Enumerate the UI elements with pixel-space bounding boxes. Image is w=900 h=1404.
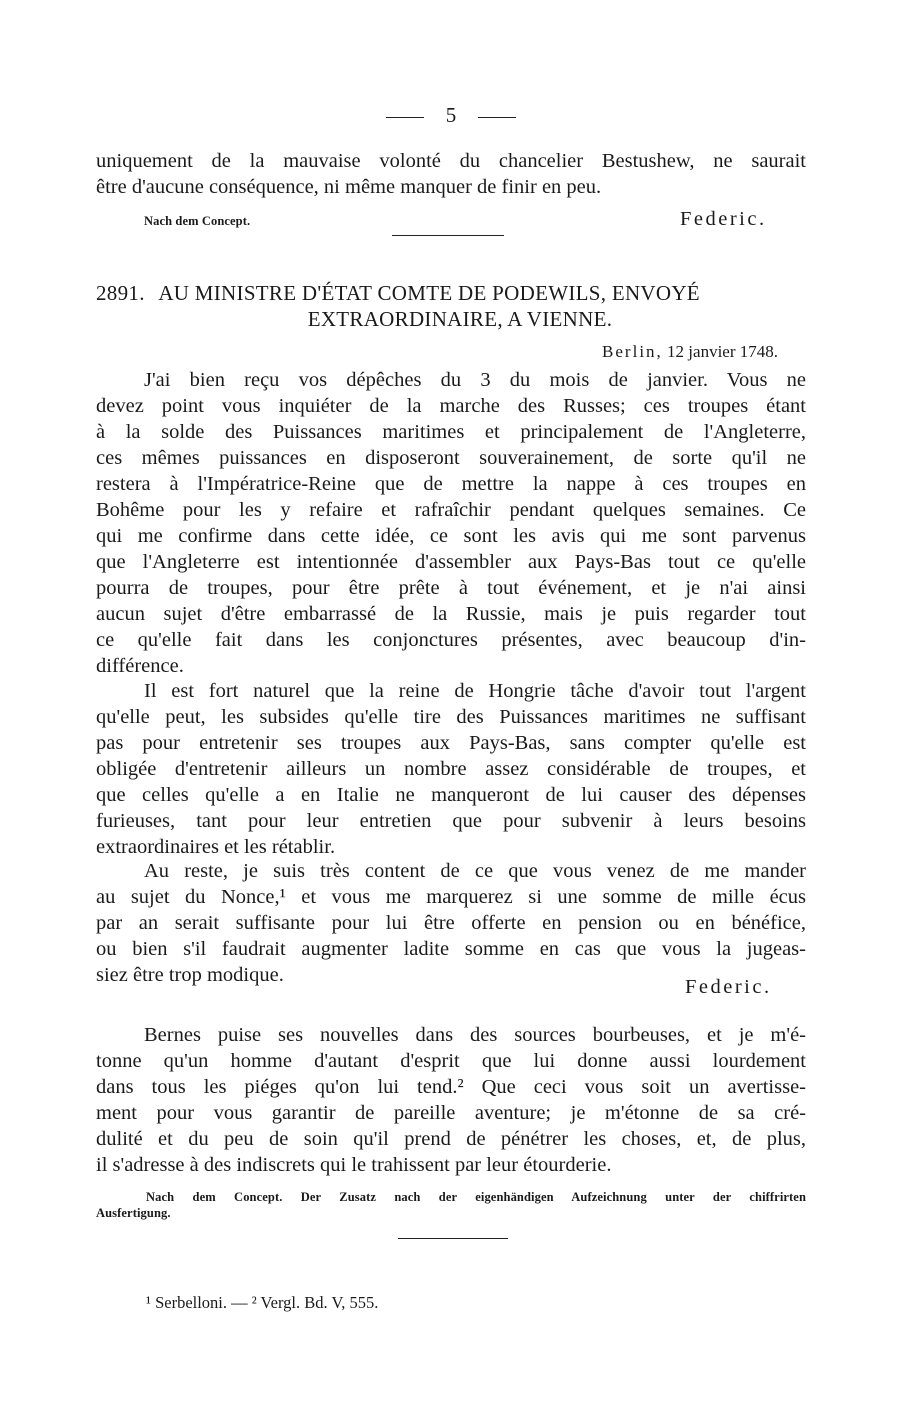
page-number: 5 [445,103,457,127]
text-line: restera à l'Impératrice-Reine que de mettre la nappe à ces troupes en [96,473,806,495]
letter-heading [96,280,806,306]
signature: Federic. [680,208,767,230]
source-note: Nach dem Concept. Der Zusatz nach der eigenhändigen Aufzeichnung unter der chiffrirten [146,1190,806,1204]
text-line: il s'adresse à des indiscrets qui le trahissent par leur étourderie. [96,1154,612,1176]
text-line: pas pour entretenir ses troupes aux Pays-Bas, sans compter qu'elle est [96,732,806,754]
text-line: que l'Angleterre est intentionnée d'assembler aux Pays-Bas tout ce qu'elle [96,551,806,573]
continuation-line: uniquement de la mauvaise volonté du chancelier Bestushew, ne saurait [96,150,806,172]
text-line: dulité et du peu de soin qu'il prend de pénétrer les choses, et, de plus, [96,1128,806,1150]
text-line: siez être trop modique. [96,964,284,986]
text-line: extraordinaires et les rétablir. [96,836,336,858]
text-line: Il est fort naturel que la reine de Hongrie tâche d'avoir tout l'argent [144,680,806,702]
text-line: aucun sujet d'être embarrassé de la Russie, mais je puis regarder tout [96,603,806,625]
text-line: que celles qu'elle a en Italie ne manqueront de lui causer des dépenses [96,784,806,806]
continuation-line: être d'aucune conséquence, ni même manquer de finir en peu. [96,176,602,198]
text-line: différence. [96,655,184,677]
text-line: Bohême pour les y refaire et rafraîchir pendant quelques semaines. Ce [96,499,806,521]
header-rule-right [478,117,516,118]
text-line: à la solde des Puissances maritimes et principalement de l'Angleterre, [96,421,806,443]
source-note-continued: Ausfertigung. [96,1206,171,1220]
source-note: Nach dem Concept. [144,214,251,228]
text-line: qu'elle peut, les subsides qu'elle tire des Puissances maritimes ne suffisant [96,706,806,728]
book-page [96,0,806,1404]
text-line: Bernes puise ses nouvelles dans des sources bourbeuses, et je m'é- [144,1024,806,1046]
text-line: au sujet du Nonce,¹ et vous me marquerez si une somme de mille écus [96,886,806,908]
letter-number: 2891. [96,281,145,305]
text-line: par an serait suffisante pour lui être offerte en pension ou en bénéfice, [96,912,806,934]
text-line: dans tous les piéges qu'on lui tend.² Que ceci vous soit un avertisse- [96,1076,806,1098]
letter-title-continued: EXTRAORDINAIRE, A VIENNE. [307,307,613,331]
letter-dateline [602,342,778,362]
text-line: devez point vous inquiéter de la marche des Russes; ces troupes étant [96,395,806,417]
text-line: J'ai bien reçu vos dépêches du 3 du mois de janvier. Vous ne [144,369,806,391]
text-line: obligée d'entretenir ailleurs un nombre assez considérable de troupes, et [96,758,806,780]
page-header [96,103,806,133]
section-separator [392,235,504,236]
signature: Federic. [685,976,772,998]
text-line: pourra de troupes, pour être prête à tout événement, et je n'ai ainsi [96,577,806,599]
section-separator [398,1238,508,1239]
letter-place: Berlin, [602,342,663,361]
text-line: ces mêmes puissances en disposeront souverainement, de sorte qu'il ne [96,447,806,469]
text-line: Au reste, je suis très content de ce que vous venez de me mander [144,860,806,882]
letter-date: 12 janvier 1748. [667,342,778,361]
header-rule-left [386,117,424,118]
letter-title: AU MINISTRE D'ÉTAT COMTE DE PODEWILS, ENVOYÉ [158,281,700,305]
text-line: ment pour vous garantir de pareille aventure; je m'étonne de sa cré- [96,1102,806,1124]
text-line: ce qu'elle fait dans les conjonctures présentes, avec beaucoup d'in- [96,629,806,651]
text-line: ou bien s'il faudrait augmenter ladite somme en cas que vous la jugeas- [96,938,806,960]
text-line: furieuses, tant pour leur entretien que pour subvenir à leurs besoins [96,810,806,832]
text-line: tonne qu'un homme d'autant d'esprit que lui donne aussi lourdement [96,1050,806,1072]
text-line: qui me confirme dans cette idée, ce sont les avis qui me sont parvenus [96,525,806,547]
footnotes: ¹ Serbelloni. — ² Vergl. Bd. V, 555. [146,1293,379,1312]
